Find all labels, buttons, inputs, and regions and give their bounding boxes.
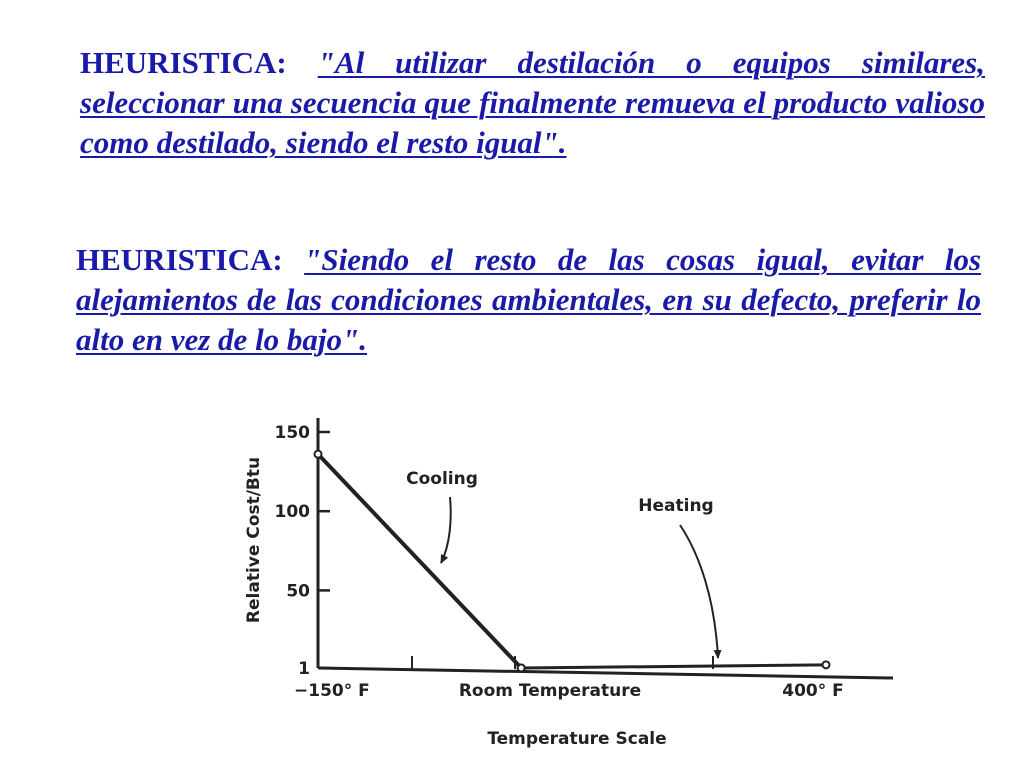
y-ticks: [275, 423, 331, 679]
y-tick-label: 100: [274, 502, 310, 523]
x-ticks: [294, 656, 844, 701]
cooling-label: Cooling: [406, 469, 478, 489]
x-axis-line: [318, 668, 893, 678]
y-tick-label: 150: [274, 423, 310, 443]
y-tick-label: 50: [286, 581, 310, 602]
cooling-arrow: [441, 497, 451, 563]
series-point-heating: [823, 661, 830, 668]
heating-arrow: [680, 525, 718, 658]
heuristic-2-label: HEURISTICA:: [76, 242, 283, 277]
y-axis-label: Relative Cost/Btu: [244, 456, 264, 624]
heating-label: Heating: [638, 496, 714, 516]
heuristic-2-quote: "Siendo el resto de las cosas igual, evitar los alejamientos de las condiciones ambientales, en su defecto, preferir lo alto en vez de lo bajo".: [76, 242, 982, 357]
heuristic-1-label: HEURISTICA:: [80, 45, 287, 80]
x-tick-label: Room Temperature: [458, 681, 642, 701]
chart-annotations: [406, 469, 718, 658]
series-point-cooling: [315, 451, 322, 458]
chart-axes: [318, 418, 893, 678]
chart-series: [315, 451, 830, 672]
x-tick-label: −150° F: [294, 681, 370, 701]
series-point-heating: [518, 665, 525, 672]
x-axis-label: Temperature Scale: [487, 729, 667, 749]
heuristic-1-quote: "Al utilizar destilación o equipos similares, seleccionar una secuencia que finalmente remueva el producto valioso como destilado, siendo el resto igual".: [80, 45, 985, 160]
x-tick-label: 400° F: [782, 681, 844, 701]
y-tick-label: 1: [298, 659, 310, 679]
series-line-heating: [521, 665, 826, 668]
